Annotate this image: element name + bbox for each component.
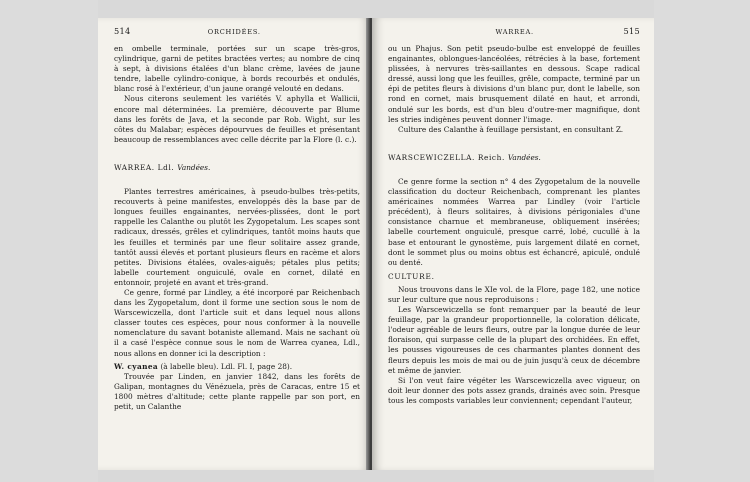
culture-heading: CULTURE.	[388, 271, 435, 281]
paragraph: Culture des Calanthe à feuillage persistant, en consultant Z.	[398, 124, 624, 134]
paragraph: Ce genre, formé par Lindley, a été incorporé par Reichenbach dans les Zygopetalum, dont il forme une section sous le nom de Warscewiczella, dont l'article suit et dans lequel nous allons classer toutes ces espèces, pour nous conformer à la nouvelle nomenclature du savant botaniste allemand. Mais ne sachant où il a casé l'espèce connue sous le nom de Warrea cyanea, Ldl., nous allons en donner ici la description :	[114, 287, 360, 358]
left-page-body	[114, 44, 360, 412]
scan-margin-left	[0, 0, 98, 482]
left-page	[98, 18, 370, 470]
species-name: W. cyanea	[114, 361, 159, 371]
right-running-title: WARREA.	[495, 28, 534, 36]
right-page-number: 515	[623, 26, 640, 36]
paragraph: Nous citerons seulement les variétés V. aphylla et Wallicii, encore mal déterminées. La première, découverte par Blume dans les forêts de Java, et la seconde par Rob. Wight, sur les côtes du Malabar; espèces dépourvues de feuilles et présentant beaucoup de ressemblances avec celle décrite par la Flore (l. c.).	[114, 94, 360, 144]
species-entry	[114, 362, 360, 372]
species-reference: (à labelle bleu). Ldl. Fl. I, page 28).	[160, 361, 293, 371]
paragraph: Nous trouvons dans le XIe vol. de la Flore, page 182, une notice sur leur culture que nous reproduisons :	[388, 284, 640, 304]
paragraph: en ombelle terminale, portées sur un scape très-gros, cylindrique, garni de petites bractées vertes; au nombre de cinq à sept, à divisions étalées d'un blanc crème, lavées de jaune tendre, labelle cylindro-conique, à bords recourbés et ondulés, blanc rosé à l'extérieur, d'un jaune orangé velouté en dedans.	[114, 44, 360, 94]
paragraph: Ce genre forme la section n° 4 des Zygopetalum de la nouvelle classification du docteur Reichenbach, comprenant les plantes américaines nommées Warrea par Lindley (voir l'article précédent), à fleurs solitaires, à divisions périgoniales d'une consistance charnue et membraneuse, obliquement insérées; labelle courtement onguiculé, presque carré, lobé, cucullé à la base et entourant le gynostème, puis largement dilaté en cornet, dont le sommet plus ou moins obtus est échancré, apiculé, ondulé ou denté.	[388, 176, 640, 267]
section-title	[388, 153, 640, 163]
left-page-number: 514	[114, 26, 131, 36]
tribe-name: Vandées.	[507, 152, 541, 162]
right-page	[372, 18, 654, 470]
left-running-head	[114, 26, 356, 36]
paragraph: Plantes terrestres américaines, à pseudo-bulbes très-petits, recouverts à peine manifestes, enveloppés dès la base par de longues feuilles engainantes, nervées-plissées, dont le port rappelle les Calanthe ou plutôt les Zygopetalum. Les scapes sont radicaux, dressés, grêles et cylindriques, tantôt moins hauts que les feuilles et terminés par une fleur solitaire assez grande, tantôt aussi élevés et portant plusieurs fleurs en racème et alors petites. Divisions étalées, ovales-aiguës; pétales plus petits; labelle courtement onguiculé, ovale en cornet, dilaté en entonnoir, projeté en avant et très-grand.	[114, 187, 360, 287]
tribe-name: Vandées.	[177, 162, 211, 172]
paragraph: Trouvée par Linden, en janvier 1842, dans les forêts de Galipan, montagnes du Vénézuela, près de Caracas, entre 15 et 1800 mètres d'altitude; cette plante rappelle par son port, en petit, un Calanthe	[114, 371, 360, 411]
paragraph: Les Warscewiczella se font remarquer par la beauté de leur feuillage, par la grandeur proportionnelle, la coloration délicate, l'odeur agréable de leurs fleurs, outre par la longue durée de leur floraison, qui surpasse celle de la plupart des orchidées. En effet, les pousses vigoureuses de ces charmantes plantes donnent des fleurs depuis les mois de mai ou de juin jusqu'à ceux de décembre et même de janvier.	[388, 305, 640, 375]
genus-name: WARSCEWICZELLA. Reich.	[388, 152, 505, 162]
paragraph: ou un Phajus. Son petit pseudo-bulbe est enveloppé de feuilles engainantes, oblongues-lancéolées, rétrécies à la base, fortement plissées, à nervures très-saillantes en dessous. Scape radical dressé, aussi long que les feuilles, grêle, compacte, terminé par un épi de petites fleurs à divisions d'un blanc pur, dont le labelle, son rond en cornet, mais brusquement dilaté en haut, et arrondi, ondulé sur les bords, est d'un bleu d'outre-mer magnifique, dont les stries indigènes peuvent donner l'image.	[388, 44, 640, 124]
left-running-title: ORCHIDÉES.	[207, 28, 261, 36]
genus-name: WARREA. Ldl.	[114, 162, 175, 172]
paragraph: Si l'on veut faire végéter les Warscewiczella avec vigueur, on doit leur donner des pots assez grands, drainés avec soin. Presque tous les composts variables leur conviennent; cependant l'auteur,	[388, 375, 640, 405]
scan-margin-right	[654, 0, 750, 482]
section-title	[114, 163, 360, 173]
right-page-body	[388, 44, 640, 406]
right-running-head	[388, 26, 640, 36]
